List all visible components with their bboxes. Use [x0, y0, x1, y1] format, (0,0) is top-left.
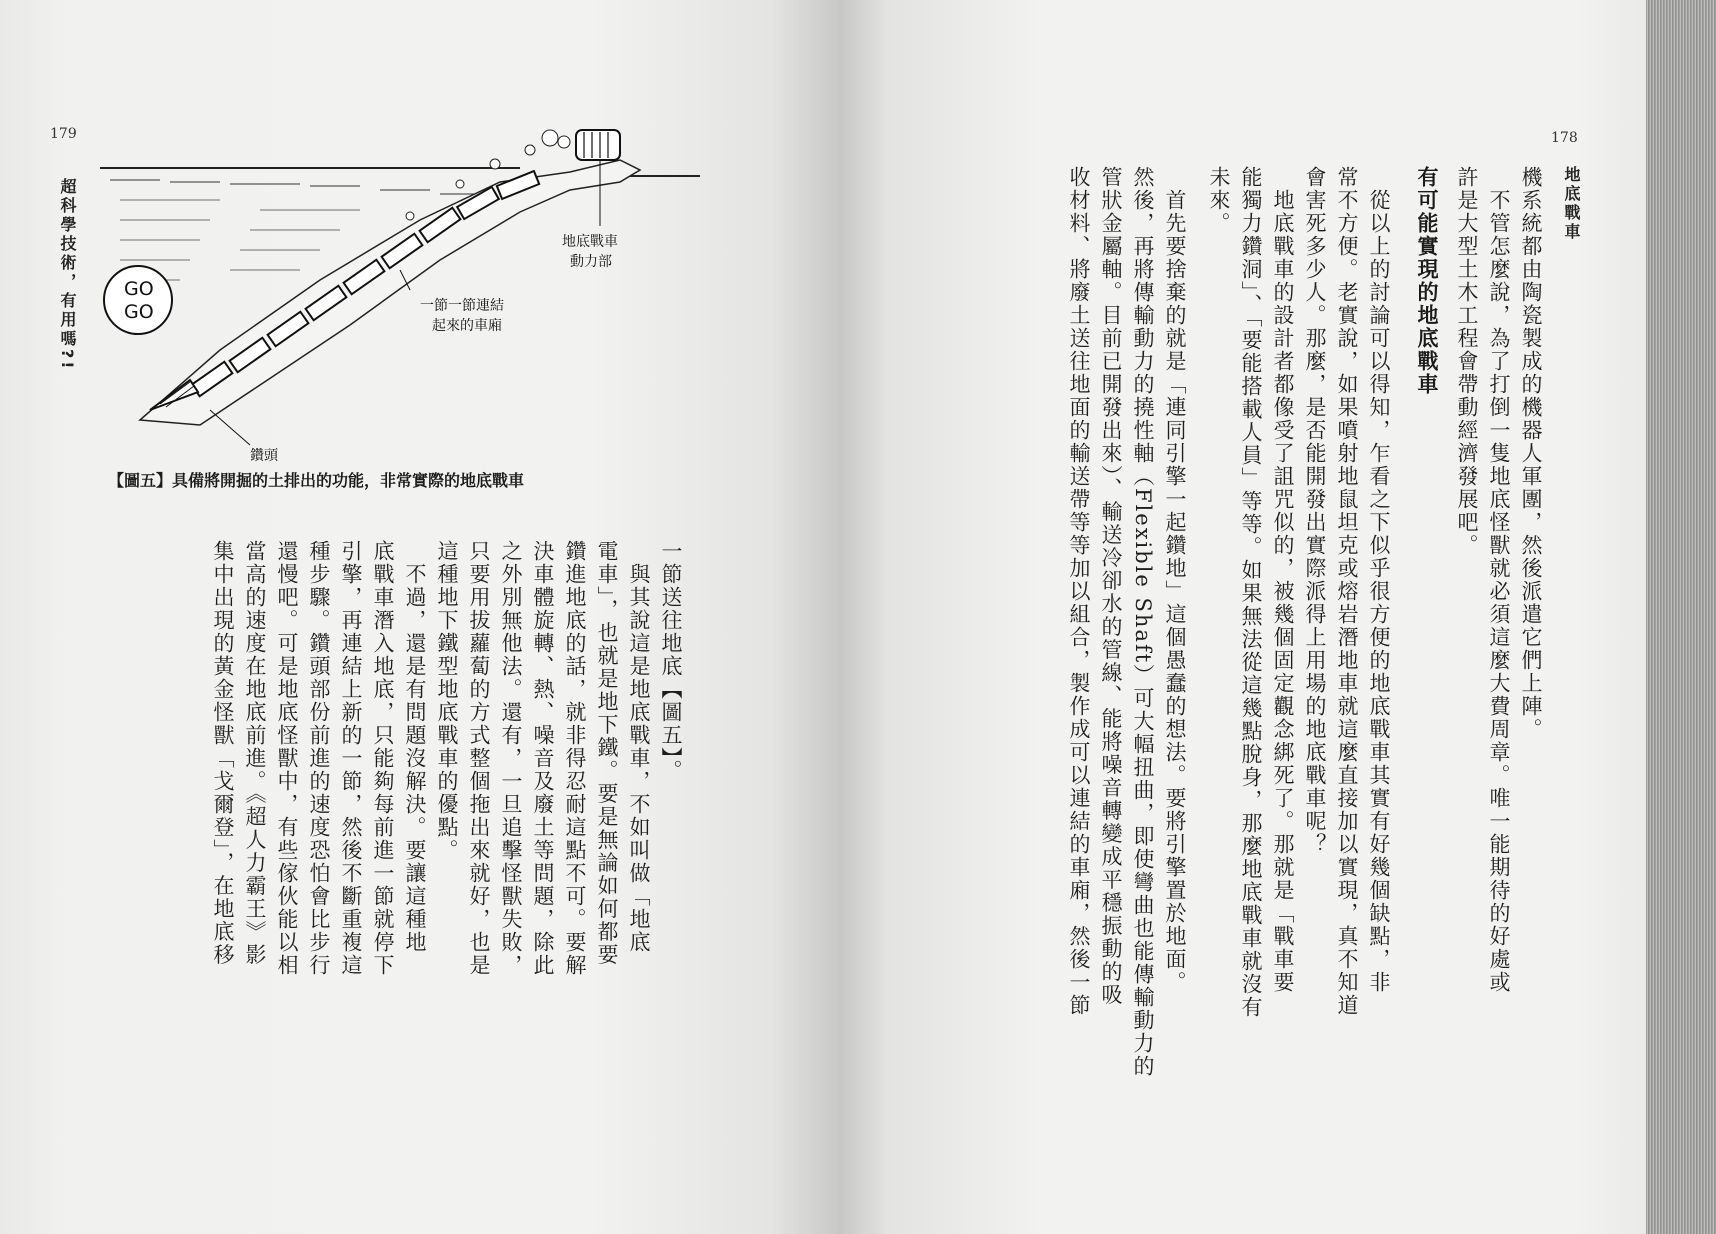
text-column: 還慢吧。可是地底怪獸中，有些傢伙能以相 — [275, 540, 299, 977]
label-power-line1: 地底戰車 — [562, 234, 618, 250]
text-column: 這種地下鐵型地底戰車的優點。 — [435, 540, 459, 862]
text-column: 與其說這是地底戰車，不如叫做「地底 — [627, 540, 651, 954]
text-column: 引擎，再連結上新的一節，然後不斷重複這 — [339, 540, 363, 977]
text-column: 集中出現的黃金怪獸「戈爾登」，在地底移 — [211, 540, 235, 967]
page-number: 179 — [50, 126, 77, 142]
text-column: 決車體旋轉、熱、噪音及廢土等問題，除此 — [531, 540, 555, 977]
text-column: 管狀金屬軸。目前已開發出來）、輸送冷卻水的管線、能將噪音轉變成平穩振動的吸 — [1099, 166, 1123, 1007]
text-column: 只要用拔蘿蔔的方式整個拖出來就好，也是 — [467, 540, 491, 977]
text-column: 一節送往地底【圖五】。 — [659, 540, 683, 783]
text-column: 未來。 — [1207, 166, 1231, 235]
text-column: 之外別無他法。還有，一旦追擊怪獸失敗， — [499, 540, 523, 977]
left-page — [0, 0, 838, 1234]
text-column: 能獨力鑽洞」、「要能搭載人員」等等。如果無法從這幾點脫身，那麼地底戰車就沒有 — [1239, 166, 1263, 1019]
bubble-line1: GO — [124, 278, 154, 300]
text-column: 當高的速度在地底前進。《超人力霸王》影 — [243, 540, 267, 967]
text-column: 會害死多少人。那麼，是否能開發出實際派得上用場的地底戰車呢？ — [1303, 166, 1327, 856]
text-column: 地底戰車的設計者都像受了詛咒似的，被幾個固定觀念綁死了。那就是「戰車要 — [1271, 166, 1295, 994]
text-column: 常不方便。老實說，如果噴射地鼠坦克或熔岩潛地車就這麼直接加以實現，真不知道 — [1335, 166, 1359, 1017]
text-column: 首先要捨棄的就是「連同引擎一起鑽地」這個愚蠢的想法。要將引擎置於地面。 — [1163, 166, 1187, 994]
figure-tunnel-tank — [100, 120, 700, 480]
text-column: 收材料、將廢土送往地面的輸送帶等等加以組合，製作成可以連結的車廂，然後一節 — [1067, 166, 1091, 1017]
text-column: 不過，還是有問題沒解決。要讓這種地 — [403, 540, 427, 954]
section-heading: 有可能實現的地底戰車 — [1415, 166, 1439, 396]
text-column: 從以上的討論可以得知，乍看之下似乎很方便的地底戰車其實有好幾個缺點，非 — [1367, 166, 1391, 994]
text-column: 不管怎麼說，為了打倒一隻地底怪獸就必須這麼大費周章。唯一能期待的好處或 — [1487, 166, 1511, 994]
bubble-line2: GO — [124, 301, 154, 323]
text-column: 底戰車潛入地底，只能夠每前進一節就停下 — [371, 540, 395, 977]
text-column: 許是大型土木工程會帶動經濟發展吧。 — [1455, 166, 1479, 557]
text-column: 鑽進地底的話，就非得忍耐這點不可。要解 — [563, 540, 587, 977]
label-cars-line1: 一節一節連結 — [420, 298, 504, 314]
running-title: 超科學技術，有用嗎?! — [58, 178, 77, 372]
label-drill: 鑽頭 — [250, 448, 278, 464]
label-cars-line2: 起來的車廂 — [432, 318, 502, 334]
right-page — [838, 0, 1656, 1234]
text-column: 機系統都由陶瓷製成的機器人軍團，然後派遣它們上陣。 — [1519, 166, 1543, 741]
text-column: 然後，再將傳輸動力的撓性軸（Flexible Shaft）可大幅扭曲，即使彎曲也能傳輸動力的 — [1131, 166, 1155, 1079]
page-number: 178 — [1551, 130, 1578, 146]
figure-caption: 【圖五】具備將開掘的土排出的功能，非常實際的地底戰車 — [108, 471, 525, 490]
page-edges — [1646, 0, 1716, 1234]
text-column: 電車」，也就是地下鐵。要是無論如何都要 — [595, 540, 619, 967]
label-power-line2: 動力部 — [570, 254, 612, 270]
text-column: 種步驟。鑽頭部份前進的速度恐怕會比步行 — [307, 540, 331, 977]
running-title: 地底戰車 — [1562, 166, 1581, 242]
